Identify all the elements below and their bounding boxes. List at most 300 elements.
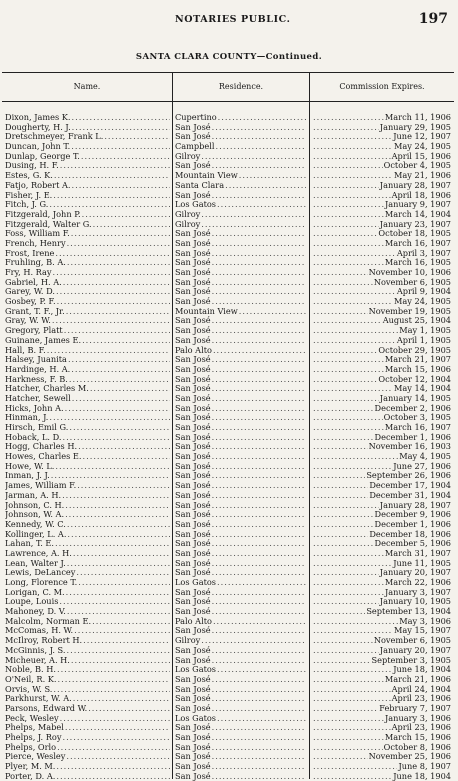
commission-expires: March 31, 1907: [384, 548, 451, 558]
notary-name: Harkness, F. B.: [5, 374, 68, 384]
commission-expires-cell: [312, 704, 451, 714]
notary-residence-cell: [175, 636, 307, 646]
dot-leader: [81, 152, 170, 162]
commission-expires: April 9, 1904: [396, 287, 451, 297]
notary-residence: San José: [175, 548, 211, 558]
table-row: [2, 297, 454, 307]
commission-expires: April 23, 1906: [391, 723, 451, 733]
dot-leader: [313, 307, 368, 317]
notary-residence-cell: [175, 297, 307, 307]
notary-residence: Gilroy: [175, 219, 201, 229]
dot-leader: [65, 404, 170, 414]
table-row: [2, 665, 454, 675]
table-row: [2, 675, 454, 685]
dot-leader: [78, 442, 170, 452]
dot-leader: [212, 161, 306, 171]
commission-expires-cell: [312, 694, 451, 704]
dot-leader: [201, 220, 306, 230]
notary-residence: San José: [175, 432, 211, 442]
notary-name-cell: [5, 743, 171, 753]
notary-residence-cell: [175, 355, 307, 365]
commission-expires: March 11, 1906: [384, 113, 451, 122]
notary-residence-cell: [175, 520, 307, 530]
notary-name-cell: [5, 481, 171, 491]
notary-name-cell: [5, 113, 171, 123]
table-row: [2, 481, 454, 491]
commission-expires-cell: [312, 433, 451, 443]
dot-leader: [313, 685, 391, 695]
commission-expires: September 3, 1905: [371, 655, 451, 665]
dot-leader: [313, 462, 392, 472]
notary-name: Fatjo, Robert A.: [5, 180, 71, 190]
commission-expires: December 18, 1906: [369, 529, 451, 539]
dot-leader: [212, 481, 306, 491]
dot-leader: [213, 346, 306, 356]
dot-leader: [313, 249, 396, 259]
table-row: [2, 258, 454, 268]
notary-residence-cell: [175, 278, 307, 288]
table-row: [2, 549, 454, 559]
section-title: SANTA CLARA COUNTY—Continued.: [135, 52, 323, 62]
commission-expires-cell: [312, 113, 451, 123]
dot-leader: [59, 597, 170, 607]
notary-name: Hatcher, Charles M.: [5, 384, 89, 394]
dot-leader: [215, 142, 306, 152]
dot-leader: [212, 384, 306, 394]
table-row: [2, 743, 454, 753]
dot-leader: [313, 365, 384, 375]
notary-residence: San José: [175, 771, 211, 781]
table-row: [2, 239, 454, 249]
commission-expires: January 20, 1907: [379, 568, 451, 578]
notary-residence: San José: [175, 335, 211, 345]
dot-leader: [212, 258, 306, 268]
notary-name-cell: [5, 375, 171, 385]
dot-leader: [68, 355, 170, 365]
dot-leader: [239, 171, 306, 181]
notary-name: Dretschmeyer, Frank L.: [5, 132, 104, 142]
notary-name-cell: [5, 675, 171, 685]
table-row: [2, 568, 454, 578]
notary-residence-cell: [175, 171, 307, 181]
notary-name: Frost, Irene: [5, 248, 55, 258]
dot-leader: [313, 714, 384, 724]
table-row: [2, 181, 454, 191]
notary-name-cell: [5, 772, 171, 781]
commission-expires: November 19, 1905: [368, 306, 451, 316]
commission-expires: December 1, 1906: [374, 432, 451, 442]
dot-leader: [212, 375, 306, 385]
dot-leader: [78, 578, 170, 588]
notary-name: Long, Florence T.: [5, 578, 78, 587]
commission-expires-cell: [312, 326, 451, 336]
notary-name-cell: [5, 530, 171, 540]
notary-name-cell: [5, 539, 171, 549]
commission-expires-cell: [312, 510, 451, 520]
commission-expires-cell: [312, 249, 451, 259]
table-row: [2, 423, 454, 433]
notary-name: Johnson, W. A.: [5, 510, 65, 520]
dot-leader: [313, 762, 397, 772]
notary-name-cell: [5, 617, 171, 627]
dot-leader: [72, 123, 170, 133]
commission-expires: October 8, 1906: [383, 742, 451, 752]
table-row: [2, 636, 454, 646]
notary-residence: San José: [175, 393, 211, 403]
dot-leader: [212, 588, 306, 598]
dot-leader: [217, 200, 306, 210]
commission-expires: January 3, 1907: [385, 587, 451, 597]
notary-name-cell: [5, 365, 171, 375]
notary-residence: San José: [175, 452, 211, 462]
dot-leader: [212, 597, 306, 607]
dot-leader: [72, 394, 170, 404]
notary-name-cell: [5, 588, 171, 598]
dot-leader: [73, 549, 170, 559]
dot-leader: [313, 743, 383, 753]
commission-expires-cell: [312, 752, 451, 762]
notary-residence-cell: [175, 423, 307, 433]
commission-expires: December 5, 1906: [374, 539, 451, 549]
dot-leader: [313, 346, 377, 356]
notary-name: Lean, Walter J.: [5, 558, 66, 568]
table-row: [2, 278, 454, 288]
notary-residence: San José: [175, 384, 211, 394]
commission-expires: September 13, 1904: [366, 607, 451, 617]
table-row: [2, 375, 454, 385]
table-row: [2, 210, 454, 220]
commission-expires: December 9, 1906: [374, 510, 451, 520]
dot-leader: [212, 549, 306, 559]
dot-leader: [57, 297, 170, 307]
notary-residence-cell: [175, 346, 307, 356]
notary-residence-cell: [175, 752, 307, 762]
dot-leader: [313, 617, 398, 627]
dot-leader: [66, 307, 170, 317]
dot-leader: [67, 520, 170, 530]
dot-leader: [212, 685, 306, 695]
commission-expires: March 15, 1906: [384, 733, 451, 742]
notary-name-cell: [5, 249, 171, 259]
notary-residence-cell: [175, 210, 307, 220]
commission-expires-cell: [312, 336, 451, 346]
dot-leader: [313, 626, 393, 636]
commission-expires-cell: [312, 559, 451, 569]
commission-expires: March 21, 1906: [384, 674, 451, 684]
notary-residence: San José: [175, 132, 211, 142]
notary-name: Duncan, John T.: [5, 142, 71, 152]
commission-expires-cell: [312, 588, 451, 598]
dot-leader: [212, 462, 306, 472]
notary-residence-cell: [175, 685, 307, 695]
dot-leader: [49, 200, 170, 210]
notary-name-cell: [5, 762, 171, 772]
dot-leader: [212, 491, 306, 501]
dot-leader: [313, 607, 365, 617]
dot-leader: [71, 181, 170, 191]
notary-name-cell: [5, 704, 171, 714]
commission-expires-cell: [312, 549, 451, 559]
notary-residence: San José: [175, 277, 211, 287]
dot-leader: [212, 413, 306, 423]
commission-expires-cell: [312, 539, 451, 549]
dot-leader: [67, 239, 170, 249]
dot-leader: [56, 287, 170, 297]
dot-leader: [82, 210, 170, 220]
dot-leader: [313, 578, 384, 588]
notary-name: Fisher, J. E.: [5, 190, 53, 200]
notary-name: Gray, W. W.: [5, 316, 51, 326]
notary-name: Gregory, Platt: [5, 326, 63, 336]
dot-leader: [62, 491, 170, 501]
dot-leader: [62, 733, 170, 743]
commission-expires: December 2, 1906: [374, 403, 451, 413]
commission-expires-cell: [312, 346, 451, 356]
table-row: [2, 394, 454, 404]
notary-name-cell: [5, 191, 171, 201]
commission-expires-cell: [312, 404, 451, 414]
notary-residence-cell: [175, 694, 307, 704]
commission-expires: May 24, 1905: [394, 142, 451, 152]
notary-residence-cell: [175, 588, 307, 598]
table-row: [2, 733, 454, 743]
commission-expires: October 18, 1905: [378, 229, 451, 239]
notary-name-cell: [5, 578, 171, 588]
commission-expires-cell: [312, 365, 451, 375]
dot-leader: [313, 539, 374, 549]
notary-name: Fitzgerald, John P.: [5, 209, 81, 219]
dot-leader: [212, 704, 306, 714]
notary-name-cell: [5, 132, 171, 142]
notary-name: Gabriel, H. A.: [5, 277, 62, 287]
notary-name-cell: [5, 142, 171, 152]
commission-expires-cell: [312, 520, 451, 530]
commission-expires-cell: [312, 636, 451, 646]
notary-name-cell: [5, 384, 171, 394]
table-rows: [2, 113, 454, 781]
notary-name: McComas, H. W.: [5, 626, 74, 636]
notary-residence: San José: [175, 268, 211, 277]
commission-expires-cell: [312, 597, 451, 607]
dot-leader: [217, 714, 306, 724]
table-row: [2, 249, 454, 259]
notary-residence-cell: [175, 510, 307, 520]
notary-name-cell: [5, 607, 171, 617]
notary-residence: San José: [175, 684, 211, 694]
commission-expires: June 18, 1904: [393, 665, 451, 675]
dot-leader: [67, 607, 170, 617]
notary-name: Fitch, J. G.: [5, 200, 49, 210]
notary-name: Dunlap, George T.: [5, 151, 80, 161]
notary-residence: San José: [175, 481, 211, 491]
notary-residence-cell: [175, 200, 307, 210]
commission-expires-cell: [312, 607, 451, 617]
dot-leader: [66, 752, 170, 762]
notary-residence-cell: [175, 491, 307, 501]
dot-leader: [313, 704, 378, 714]
notary-residence-cell: [175, 656, 307, 666]
notary-residence: San José: [175, 703, 211, 713]
table-row: [2, 539, 454, 549]
dot-leader: [313, 355, 384, 365]
dot-leader: [55, 462, 170, 472]
notary-name: Orvis, W. S.: [5, 684, 53, 694]
commission-expires: March 21, 1907: [384, 355, 451, 365]
commission-expires-cell: [312, 442, 451, 452]
dot-leader: [313, 278, 373, 288]
dot-leader: [313, 520, 374, 530]
notary-name-cell: [5, 568, 171, 578]
commission-expires: January 14, 1905: [379, 393, 451, 403]
dot-leader: [212, 355, 306, 365]
notary-name: O'Neil, R. K.: [5, 674, 57, 684]
dot-leader: [212, 239, 306, 249]
table-row: [2, 530, 454, 540]
table-row: [2, 588, 454, 598]
dot-leader: [225, 181, 306, 191]
notary-name-cell: [5, 346, 171, 356]
dot-leader: [313, 510, 374, 520]
commission-expires-cell: [312, 355, 451, 365]
notary-name-cell: [5, 452, 171, 462]
notary-name: Johnson, C. H.: [5, 500, 65, 510]
dot-leader: [213, 617, 306, 627]
notary-residence: Campbell: [175, 142, 215, 152]
commission-expires: April 3, 1907: [396, 248, 451, 258]
notary-name: Hardinge, H. A.: [5, 364, 71, 374]
notary-name-cell: [5, 297, 171, 307]
notary-residence: San José: [175, 762, 211, 772]
commission-expires-cell: [312, 530, 451, 540]
notary-name-cell: [5, 423, 171, 433]
notary-residence-cell: [175, 123, 307, 133]
notary-residence-cell: [175, 413, 307, 423]
commission-expires-cell: [312, 210, 451, 220]
notary-residence-cell: [175, 568, 307, 578]
notary-residence: San José: [175, 626, 211, 636]
notary-residence-cell: [175, 442, 307, 452]
dot-leader: [212, 559, 306, 569]
commission-expires-cell: [312, 423, 451, 433]
dot-leader: [313, 132, 392, 142]
running-header: [0, 11, 458, 28]
notary-name-cell: [5, 307, 171, 317]
dot-leader: [313, 772, 392, 781]
commission-expires-cell: [312, 462, 451, 472]
commission-expires: January 29, 1905: [379, 122, 451, 132]
dot-leader: [74, 626, 170, 636]
notary-residence: San José: [175, 248, 211, 258]
notary-residence-cell: [175, 142, 307, 152]
dot-leader: [313, 210, 384, 220]
dot-leader: [313, 229, 377, 239]
commission-expires-cell: [312, 220, 451, 230]
notary-name-cell: [5, 714, 171, 724]
commission-expires-cell: [312, 733, 451, 743]
dot-leader: [212, 646, 306, 656]
notary-residence-cell: [175, 365, 307, 375]
dot-leader: [313, 326, 398, 336]
notary-name: Fry, H. Ray: [5, 268, 52, 277]
notary-residence-cell: [175, 549, 307, 559]
dot-leader: [212, 626, 306, 636]
notary-residence-cell: [175, 326, 307, 336]
dot-leader: [212, 675, 306, 685]
dot-leader: [55, 249, 170, 259]
commission-expires: June 18, 1904: [393, 771, 451, 781]
notary-residence: San José: [175, 238, 211, 248]
table-row: [2, 161, 454, 171]
dot-leader: [212, 501, 306, 511]
commission-expires-cell: [312, 229, 451, 239]
commission-expires-cell: [312, 161, 451, 171]
notary-residence-cell: [175, 530, 307, 540]
notary-residence-cell: [175, 258, 307, 268]
commission-expires-cell: [312, 481, 451, 491]
table-row: [2, 413, 454, 423]
dot-leader: [212, 365, 306, 375]
notary-name: Halsey, Juanita: [5, 355, 67, 365]
dot-leader: [313, 297, 393, 307]
table-row: [2, 597, 454, 607]
notary-residence: San José: [175, 229, 211, 239]
commission-expires: May 14, 1904: [394, 384, 451, 394]
notary-name: Hicks, John A.: [5, 403, 64, 413]
notary-name-cell: [5, 656, 171, 666]
column-header-residence: Residence.: [173, 73, 310, 101]
notary-residence: San José: [175, 287, 211, 297]
notary-name-cell: [5, 278, 171, 288]
notary-residence: Gilroy: [175, 151, 201, 161]
notary-residence: San José: [175, 539, 211, 549]
notary-residence-cell: [175, 181, 307, 191]
dot-leader: [93, 220, 170, 230]
notary-residence: San José: [175, 413, 211, 423]
notary-name: Hatcher, Sewell: [5, 393, 71, 403]
notary-name: Phelps, Orlo: [5, 742, 57, 752]
commission-expires-cell: [312, 413, 451, 423]
dot-leader: [239, 307, 306, 317]
dot-leader: [212, 510, 306, 520]
notary-name: French, Henry: [5, 238, 66, 248]
commission-expires-cell: [312, 287, 451, 297]
notary-residence: San José: [175, 597, 211, 607]
commission-expires: November 10, 1906: [368, 268, 451, 277]
commission-expires: January 9, 1907: [385, 200, 451, 210]
table-row: [2, 772, 454, 781]
notary-name-cell: [5, 200, 171, 210]
notary-name-cell: [5, 597, 171, 607]
dot-leader: [313, 646, 379, 656]
notary-name-cell: [5, 646, 171, 656]
commission-expires-cell: [312, 626, 451, 636]
notary-residence: Cupertino: [175, 113, 217, 122]
commission-expires-cell: [312, 675, 451, 685]
notary-name-cell: [5, 510, 171, 520]
dot-leader: [73, 694, 170, 704]
dot-leader: [67, 559, 170, 569]
dot-leader: [212, 694, 306, 704]
notary-residence-cell: [175, 239, 307, 249]
notary-name-cell: [5, 733, 171, 743]
commission-expires: October 29, 1905: [378, 345, 451, 355]
table-row: [2, 336, 454, 346]
notary-name-cell: [5, 268, 171, 278]
table-row: [2, 559, 454, 569]
notary-residence-cell: [175, 268, 307, 278]
notary-name-cell: [5, 559, 171, 569]
table-row: [2, 471, 454, 481]
